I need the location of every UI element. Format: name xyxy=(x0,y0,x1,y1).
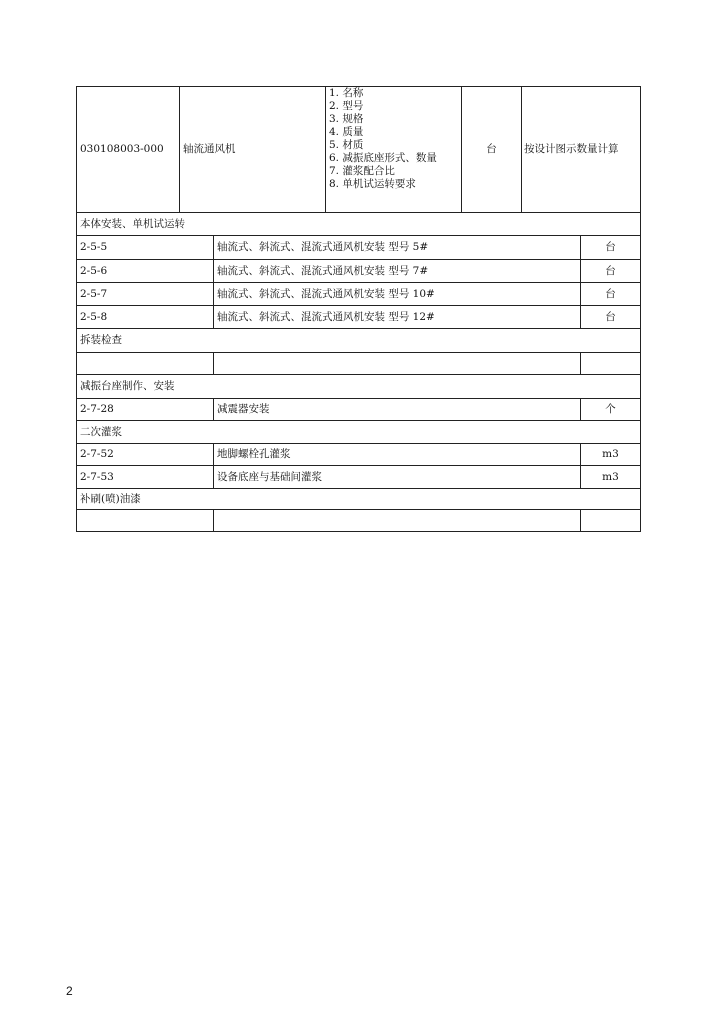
quota-unit: m3 xyxy=(602,470,619,483)
quota-unit xyxy=(581,510,640,531)
section-heading: 拆装检查 xyxy=(80,334,122,346)
quota-description: 设备底座与基础间灌浆 xyxy=(217,470,322,483)
attribute-line: 3. 规格 xyxy=(329,113,364,125)
quota-code: 2-7-53 xyxy=(80,470,114,483)
quota-description: 轴流式、斜流式、混流式通风机安装 型号 12# xyxy=(217,310,435,323)
quota-code: 2-7-28 xyxy=(80,403,114,415)
section-heading: 二次灌浆 xyxy=(80,425,122,438)
quota-description: 轴流式、斜流式、混流式通风机安装 型号 7# xyxy=(217,264,429,277)
calc-rule: 按设计图示数量计算 xyxy=(524,143,619,155)
quota-unit: 台 xyxy=(605,287,616,300)
quota-code xyxy=(77,510,213,531)
attribute-line: 8. 单机试运转要求 xyxy=(329,178,416,190)
quota-code: 2-7-52 xyxy=(80,448,114,460)
attribute-line: 7. 灌浆配合比 xyxy=(329,165,395,177)
item-code: 030108003-000 xyxy=(80,143,164,155)
item-unit: 台 xyxy=(486,143,497,155)
quota-code xyxy=(77,353,213,374)
section-heading: 补刷(喷)油漆 xyxy=(80,492,141,505)
attribute-line: 5. 材质 xyxy=(329,139,364,151)
quota-description xyxy=(214,353,580,374)
quota-code: 2-5-6 xyxy=(80,264,108,277)
page-number: 2 xyxy=(66,984,73,998)
quota-unit: 台 xyxy=(605,264,616,277)
quota-unit: 台 xyxy=(605,241,616,253)
attribute-line: 2. 型号 xyxy=(329,100,364,112)
quota-description: 轴流式、斜流式、混流式通风机安装 型号 5# xyxy=(217,241,429,253)
item-name: 轴流通风机 xyxy=(183,143,236,155)
table-bottom-border xyxy=(76,531,641,532)
quota-unit: m3 xyxy=(602,448,619,460)
quota-description: 减震器安装 xyxy=(217,403,270,415)
quota-code: 2-5-7 xyxy=(80,287,108,300)
quota-unit: 台 xyxy=(605,310,616,323)
attribute-line: 4. 质量 xyxy=(329,126,364,138)
quota-unit: 个 xyxy=(605,403,616,415)
quota-description: 地脚螺栓孔灌浆 xyxy=(217,448,291,460)
section-heading: 减振台座制作、安装 xyxy=(80,380,175,392)
attribute-line: 6. 减振底座形式、数量 xyxy=(329,152,437,164)
quota-code: 2-5-8 xyxy=(80,310,108,323)
quota-code: 2-5-5 xyxy=(80,241,108,253)
quota-description: 轴流式、斜流式、混流式通风机安装 型号 10# xyxy=(217,287,435,300)
quota-unit xyxy=(581,353,640,374)
attribute-line: 1. 名称 xyxy=(329,87,364,99)
section-heading: 本体安装、单机试运转 xyxy=(80,217,185,230)
item-attributes xyxy=(329,87,461,212)
quota-description xyxy=(214,510,580,531)
